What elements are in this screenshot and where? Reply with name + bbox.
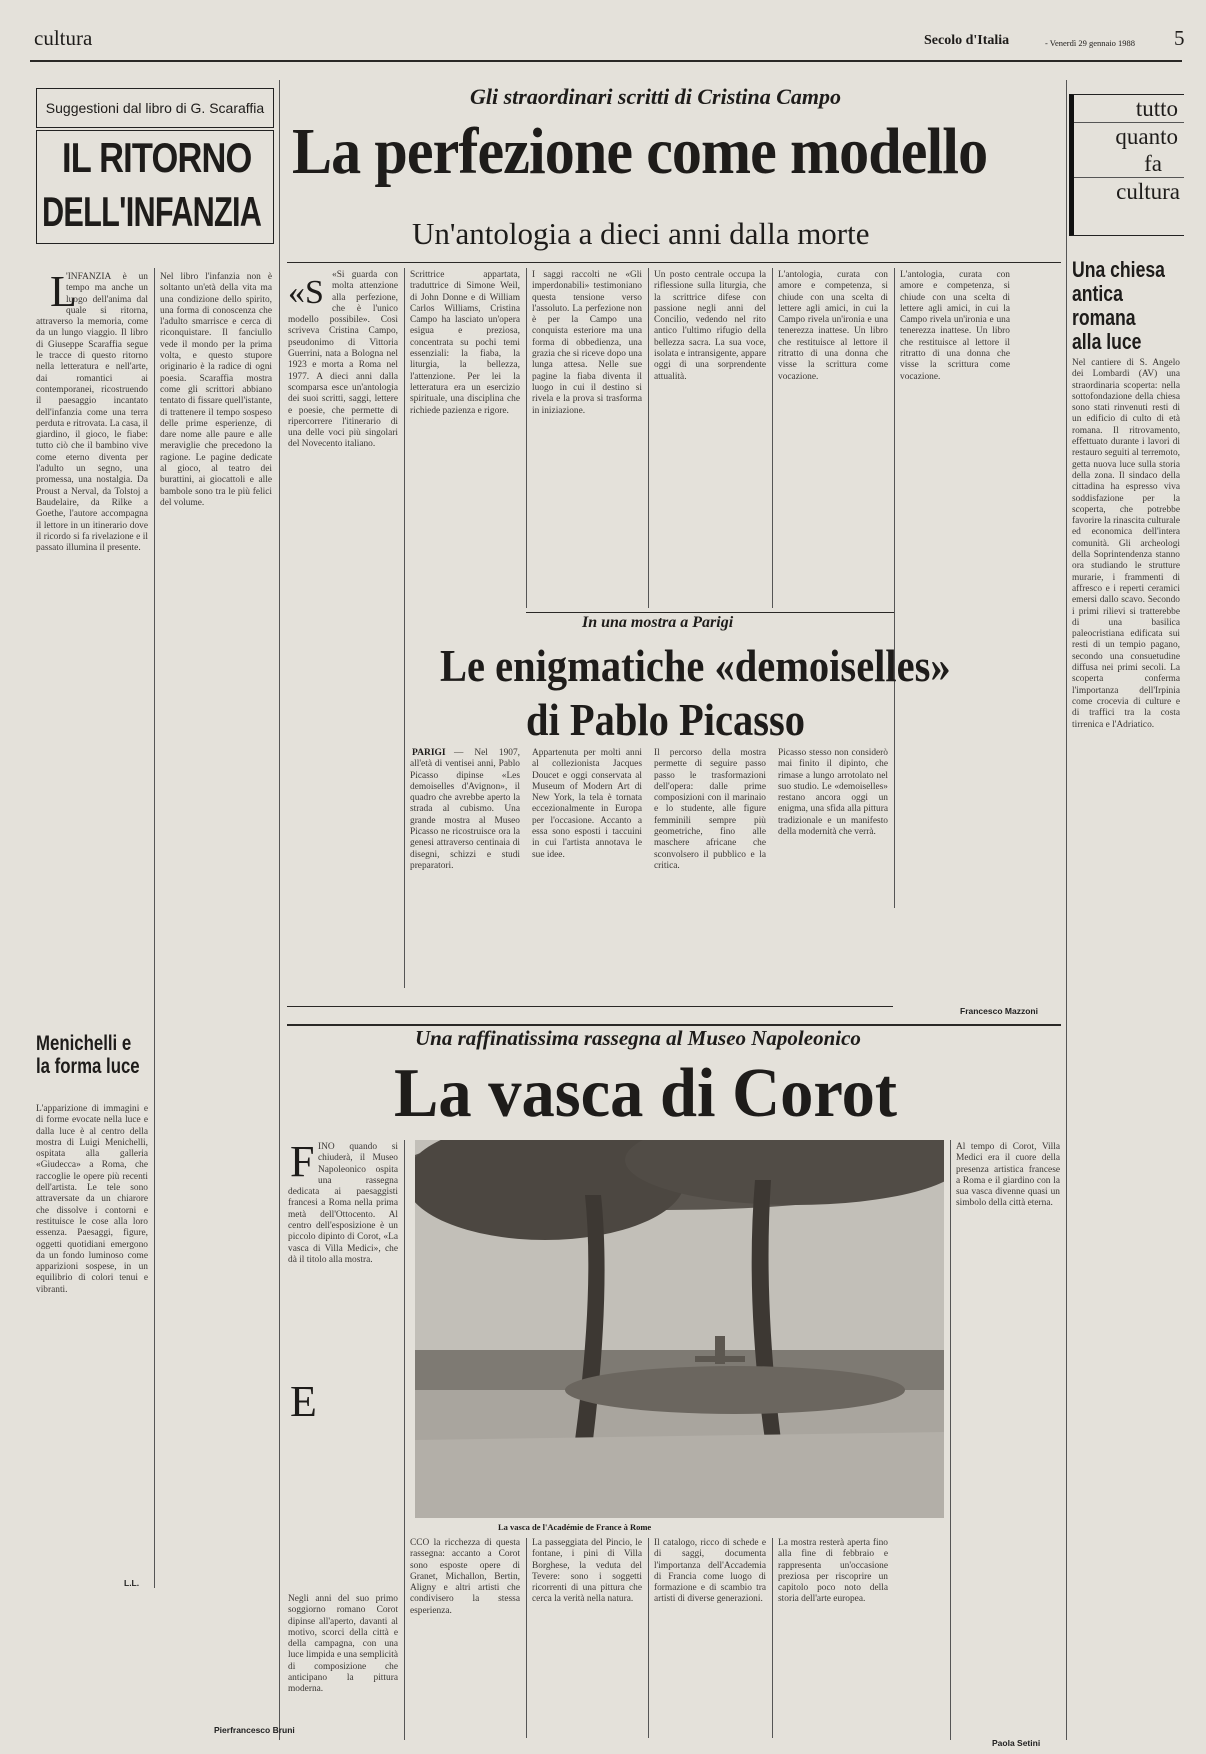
left-title-line1: IL RITORNO — [62, 134, 252, 181]
menichelli-title: Menichelli e la forma luce — [36, 1032, 140, 1078]
divider — [894, 268, 895, 908]
corot-dropcap: F — [290, 1137, 315, 1186]
main-author: Francesco Mazzoni — [960, 1006, 1038, 1016]
corot-col5-text: Il catalogo, ricco di schede e di saggi, documenta l'importanza dell'Accademia di Francia come luogo di formazione e di scambio tra artisti di diverse generazioni. — [654, 1538, 766, 1605]
divider — [404, 268, 405, 988]
right-title: Una chiesa antica romana alla luce — [1072, 257, 1165, 354]
picasso-kicker: In una mostra a Parigi — [582, 614, 734, 631]
corot-col2-text: Negli anni del suo primo soggiorno romano Corot dipinse all'aperto, davanti al motivo, scorci della città e della campagna, con una luce limpida e una semplicità di composizione che anticipano la pittura moderna. — [288, 1594, 398, 1695]
corot-title: La vasca di Corot — [394, 1055, 898, 1132]
picasso-col2-text: Appartenuta per molti anni al collezionista Jacques Doucet e oggi conservata al Museum of Modern Art di New York, la tela è tornata eccezionalmente in Europa per l'occasione. Accanto a essa sono esposti i taccuini in cui l'artista annotava le sue idee. — [532, 748, 642, 860]
main-title: La perfezione come modello — [292, 115, 988, 188]
picasso-dateline: PARIGI — [412, 748, 446, 758]
divider — [404, 1140, 405, 1740]
corot-col4-text: La passeggiata del Pincio, le fontane, i pini di Villa Borghese, la veduta del Tevere: sono i soggetti ricorrenti di una pittura che cerca la verità nella natura. — [532, 1538, 642, 1605]
divider — [772, 268, 773, 608]
left-col1-text: 'INFANZIA è un tempo ma anche un luogo dell'anima dal quale si ritorna, attraverso la memoria, come da un lungo viaggio. Il libro di Giuseppe Scaraffia segue le tracce di questo ritorno nella letteratura e nell'arte, dai romantici ai contemporanei, ricostruendo il paesaggio incantato dell'infanzia come una terra perduta e ritrovata. La casa, il giardino, il gioco, le fiabe: tutto ciò che il bambino vive come eterno diventa per l'adulto un segno, una promessa, una nostalgia. Da Proust a Nerval, da Tolstoj a Baudelaire, da Rilke a Goethe, l'autore accompagna il lettore in un itinerario dove il ricordo si fa rivelazione e il passato illumina il presente. — [36, 272, 148, 554]
main-col6-text: L'antologia, curata con amore e competenza, si chiude con una scelta di lettere agli amici, in cui la Campo rivela un'ironia e una tenerezza inattese. Un libro che restituisce al lettore il ritratto di una donna che visse la scrittura come vocazione. — [900, 270, 1010, 382]
picasso-col4-text: Picasso stesso non considerò mai finito il dipinto, che rimase a lungo arrotolato nel suo studio. Le «demoiselles» restano ancora oggi un enigma, una sfida alla pittura tradizionale e un manifesto della modernità che verrà. — [778, 748, 888, 838]
divider — [279, 80, 280, 1740]
corot-dropcap-2: E — [290, 1377, 317, 1426]
main-title-rule — [287, 262, 1061, 263]
corot-col3-text: CCO la ricchezza di questa rassegna: accanto a Corot sono esposte opere di Granet, Michallon, Bertin, Aligny e altri artisti che condivisero la stessa esperienza. — [410, 1538, 520, 1616]
divider — [648, 268, 649, 608]
divider — [1066, 80, 1067, 1740]
picasso-title-line2: di Pablo Picasso — [526, 695, 806, 745]
main-col4-text: Un posto centrale occupa la riflessione sulla liturgia, che la scrittrice difese con passione negli anni del Concilio, vedendo nel rito antico l'ultimo rifugio della bellezza sacra. La sua voce, isolata e intransigente, appare oggi di una sorprendente attualità. — [654, 270, 766, 382]
picasso-title-line1: Le enigmatiche «demoiselles» — [440, 641, 951, 691]
left-dropcap: L — [50, 267, 77, 316]
right-text: Nel cantiere di S. Angelo dei Lombardi (AV) una straordinaria scoperta: nella sottofondazione della chiesa sono stati rinvenuti resti di un edificio di culto di età romana. Il ritrovamento, effettuato durante i lavori di restauro seguiti al terremoto, getta nuova luce sulla storia della zona. Il sindaco della cittadina ha espresso viva soddisfazione per la scoperta, che potrebbe favorire la rinascita culturale ed economica dell'intera comunità. Gli archeologi della Soprintendenza stanno ora studiando le strutture murarie, i frammenti di affresco e i reperti ceramici emersi dallo scavo. Secondo i primi rilievi si tratterebbe di una basilica paleocristiana edificata sui resti di un tempio pagano, secondo una consuetudine diffusa nei primi secoli. La scoperta conferma l'importanza dell'Irpinia come crocevia di culture e di traffici tra la costa tirrenica e l'Adriatico. — [1072, 358, 1180, 730]
divider — [526, 1538, 527, 1738]
header-rule — [30, 60, 1182, 62]
left-kicker: Suggestioni dal libro di G. Scaraffia — [45, 100, 265, 116]
divider — [950, 1140, 951, 1740]
column-box-line: fa — [1144, 151, 1162, 176]
divider — [772, 1538, 773, 1738]
main-subtitle: Un'antologia a dieci anni dalla morte — [412, 216, 870, 251]
page-number: 5 — [1174, 26, 1185, 50]
picasso-top-rule — [526, 612, 894, 613]
column-box-line: cultura — [1074, 177, 1184, 205]
corot-painting — [415, 1140, 944, 1518]
column-box — [1069, 94, 1184, 236]
corot-top-rule — [287, 1006, 893, 1007]
main-kicker: Gli straordinari scritti di Cristina Campo — [470, 84, 842, 109]
column-box-line: tutto — [1135, 96, 1178, 121]
corot-kicker: Una raffinatissima rassegna al Museo Napoleonico — [415, 1026, 861, 1050]
corot-col1-text: INO quando si chiuderà, il Museo Napoleonico ospita una rassegna dedicata ai paesaggisti francesi a Roma nella prima metà dell'Ottocento. Al centro dell'esposizione è un piccolo dipinto di Corot, «La vasca di Villa Medici», che dà il titolo alla mostra. — [288, 1142, 398, 1265]
issue-date: - Venerdì 29 gennaio 1988 — [1045, 38, 1136, 48]
main-col1-text: «Si guarda con molta attenzione alla perfezione, che è l'unico modello possibile». Così scriveva Cristina Campo, pseudonimo di Vittoria Guerrini, nata a Bologna nel 1923 e morta a Roma nel 1977. A dieci anni dalla scomparsa esce un'antologia dei suoi scritti, saggi, lettere e poesie, che permette di ripercorrere l'itinerario di una delle voci più singolari del Novecento italiano. — [288, 270, 398, 450]
corot-col7-text: Al tempo di Corot, Villa Medici era il cuore della presenza artistica francese a Roma e il giardino con la sua vasca divenne quasi un simbolo della città eterna. — [956, 1142, 1060, 1209]
divider — [526, 268, 527, 608]
section-label: cultura — [34, 26, 93, 50]
main-col5-text: L'antologia, curata con amore e competenza, si chiude con una scelta di lettere agli amici, in cui la Campo rivela un'ironia e una tenerezza inattese. Un libro che restituisce al lettore il ritratto di una donna che visse la scrittura come vocazione. — [778, 270, 888, 382]
left-col2-text: Nel libro l'infanzia non è soltanto un'età della vita ma una condizione dello spirito, una forma di conoscenza che l'adulto smarrisce e cerca di riconquistare. Il fanciullo vede il mondo per la prima volta, e questo stupore originario è la radice di ogni poesia. Scaraffia mostra come gli scrittori abbiano tentato di fissare quell'istante, di trattenere il tempo sospeso delle prime esperienze, di dare nome alle paure e alle meraviglie che precedono la ragione. Le pagine dedicate al gioco, al teatro dei burattini, ai giocattoli e alle bambole sono tra le più felici del volume. — [160, 272, 272, 508]
main-col3-text: I saggi raccolti ne «Gli imperdonabili» testimoniano questa tensione verso l'assoluto. La perfezione non è per la Campo una conquista esteriore ma una forma di obbedienza, una grazia che si riceve dopo una lunga attesa. Nelle sue pagine la fiaba diventa il luogo in cui il destino si rivela e la prova si trasforma in iniziazione. — [532, 270, 642, 416]
menichelli-text: L'apparizione di immagini e di forme evocate nella luce e dalla luce è al centro della mostra di Luigi Menichelli, ospitata alla galleria «Giudecca» a Roma, che raccoglie le opere più recenti dell'artista. Le tele sono attraversate da un chiarore che dissolve i contorni e restituisce le cose alla loro essenza. Paesaggi, figure, oggetti quotidiani emergono da un fondo luminoso come apparizioni sospese, in un equilibrio di colori tenui e vibranti. — [36, 1104, 148, 1295]
main-col2-text: Scrittrice appartata, traduttrice di Simone Weil, di John Donne e di William Carlos Williams, Cristina Campo ha lasciato un'opera esigua e preziosa, concentrata su pochi temi essenziali: la fiaba, la liturgia, la bellezza, l'attenzione. Per lei la letteratura era un esercizio spirituale, una disciplina che richiede pazienza e rigore. — [410, 270, 520, 416]
main-quote-mark: «S — [288, 274, 324, 311]
newspaper-name: Secolo d'Italia — [924, 33, 1010, 48]
divider — [648, 1538, 649, 1738]
corot-author-right: Paola Setini — [992, 1738, 1041, 1748]
corot-caption: La vasca de l'Académie de France à Rome — [498, 1522, 652, 1532]
left-title-line2: DELL'INFANZIA — [42, 188, 262, 235]
corot-col6-text: La mostra resterà aperta fino alla fine di febbraio e rappresenta un'occasione preziosa per riscoprire un capitolo poco noto della storia dell'arte europea. — [778, 1538, 888, 1605]
menichelli-author: L.L. — [124, 1578, 140, 1588]
divider — [154, 268, 155, 1588]
corot-author-left: Pierfrancesco Bruni — [214, 1725, 295, 1735]
column-box-line: quanto — [1074, 122, 1184, 150]
picasso-col3-text: Il percorso della mostra permette di seguire passo passo le trasformazioni dell'opera: dalle prime composizioni con il marinaio e lo studente, alle figure femminili sempre più geometriche, fino alle maschere africane che sconvolsero il pubblico e la critica. — [654, 748, 766, 871]
picasso-col1-text: — Nel 1907, all'età di ventisei anni, Pablo Picasso dipinse «Les demoiselles d'Avignon», il quadro che avrebbe aperto la strada al cubismo. Una grande mostra al Museo Picasso ne ricostruisce ora la genesi attraverso centinaia di disegni, schizzi e studi preparatori. — [410, 748, 520, 871]
